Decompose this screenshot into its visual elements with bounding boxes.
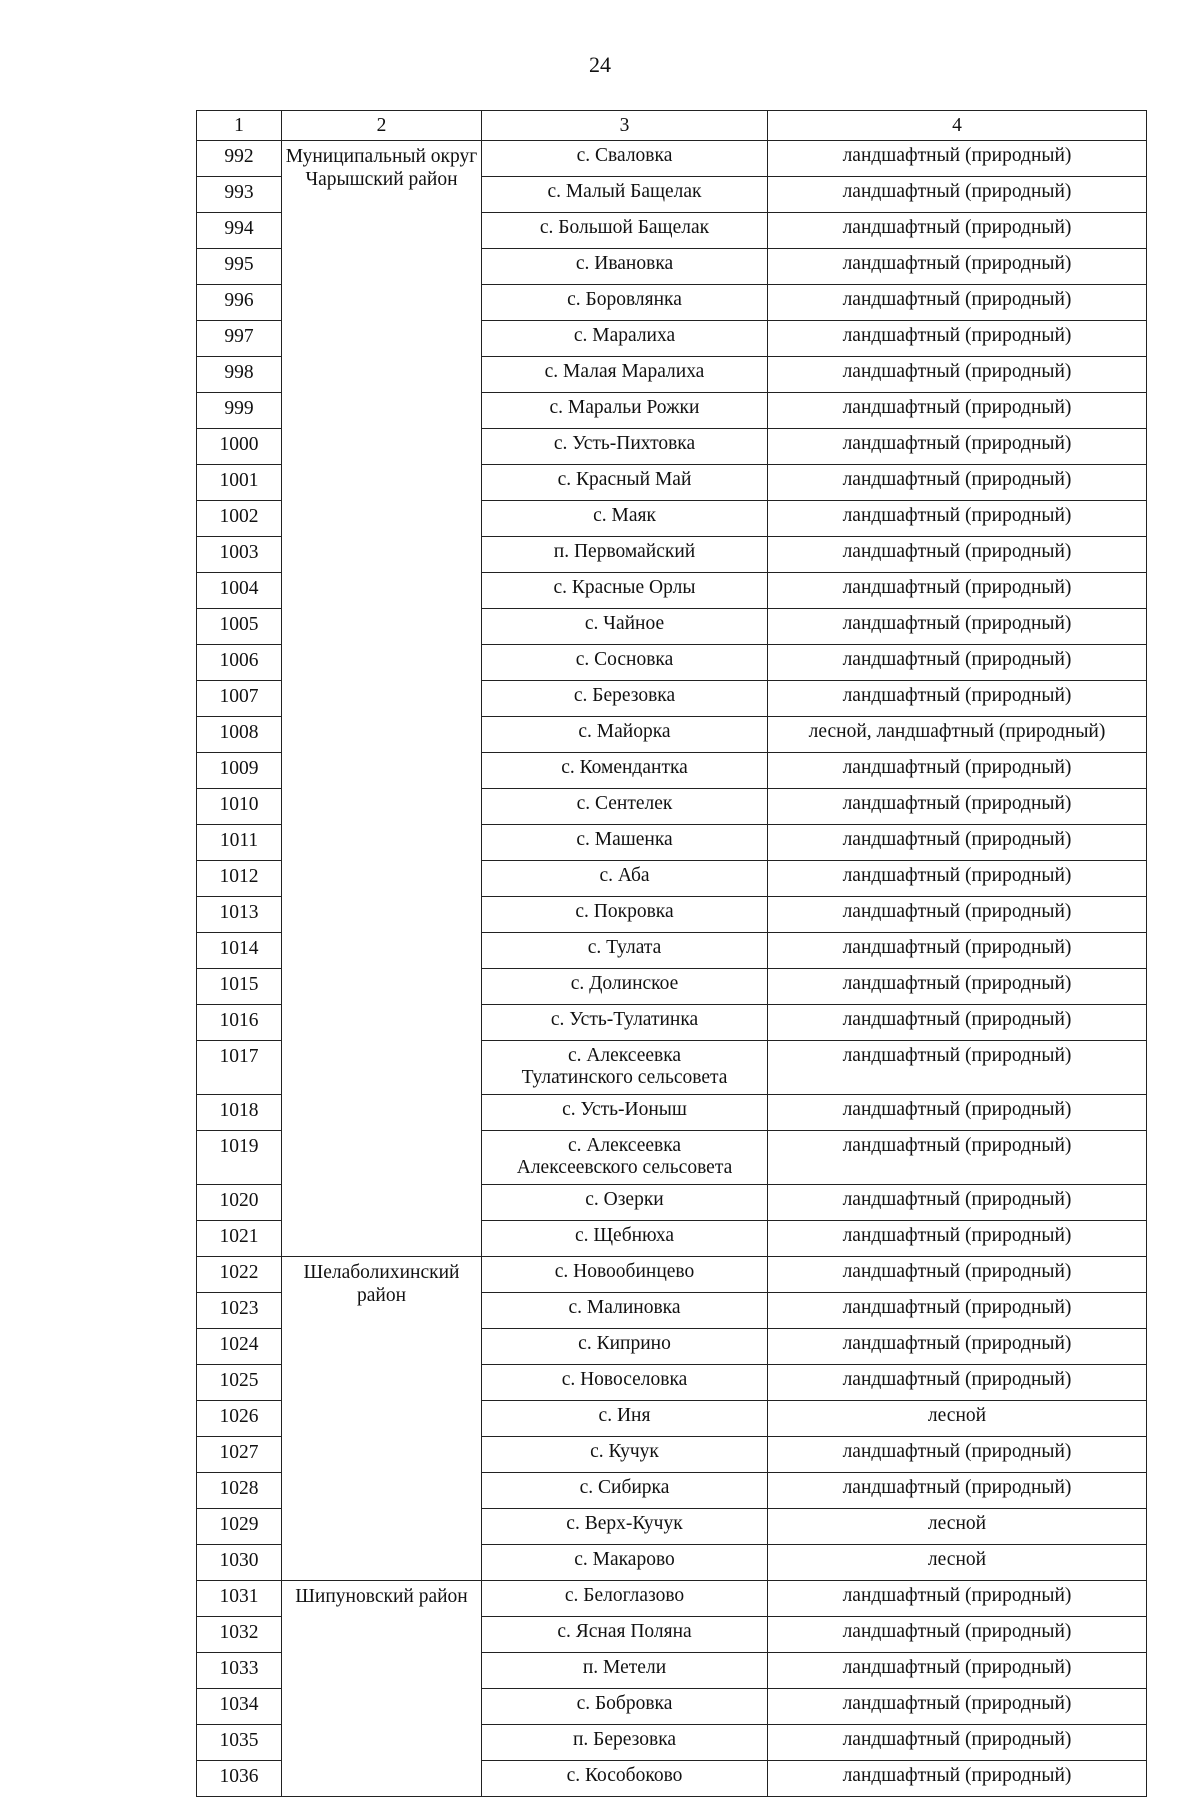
- zone-type-cell: ландшафтный (природный): [768, 897, 1147, 933]
- settlement-cell: с. Красный Май: [482, 465, 768, 501]
- row-number-cell: 1012: [197, 861, 282, 897]
- zone-type-cell: ландшафтный (природный): [768, 1185, 1147, 1221]
- settlement-cell: с. Маральи Рожки: [482, 393, 768, 429]
- zone-type-cell: ландшафтный (природный): [768, 1365, 1147, 1401]
- table-body: [197, 141, 1147, 1797]
- settlement-cell: п. Метели: [482, 1653, 768, 1689]
- row-number-cell: 1018: [197, 1095, 282, 1131]
- settlement-cell: с. Машенка: [482, 825, 768, 861]
- row-number-cell: 1009: [197, 753, 282, 789]
- settlement-cell: с. Ивановка: [482, 249, 768, 285]
- row-number-cell: 999: [197, 393, 282, 429]
- column-header: 3: [482, 111, 768, 141]
- row-number-cell: 1000: [197, 429, 282, 465]
- row-number-cell: 1019: [197, 1131, 282, 1185]
- zone-type-cell: ландшафтный (природный): [768, 537, 1147, 573]
- zone-type-cell: ландшафтный (природный): [768, 645, 1147, 681]
- settlement-cell: с. Верх-Кучук: [482, 1509, 768, 1545]
- row-number-cell: 997: [197, 321, 282, 357]
- zone-type-cell: ландшафтный (природный): [768, 861, 1147, 897]
- zone-type-cell: ландшафтный (природный): [768, 933, 1147, 969]
- settlement-cell: с. Щебнюха: [482, 1221, 768, 1257]
- column-header: 1: [197, 111, 282, 141]
- row-number-cell: 1017: [197, 1041, 282, 1095]
- zone-type-cell: ландшафтный (природный): [768, 1095, 1147, 1131]
- row-number-cell: 1029: [197, 1509, 282, 1545]
- settlement-cell: с. Комендантка: [482, 753, 768, 789]
- settlement-cell: с. Усть-Тулатинка: [482, 1005, 768, 1041]
- settlement-cell: с. Малая Маралиха: [482, 357, 768, 393]
- row-number-cell: 1014: [197, 933, 282, 969]
- settlement-cell: с. Долинское: [482, 969, 768, 1005]
- settlement-cell: с. Новоселовка: [482, 1365, 768, 1401]
- zone-type-cell: ландшафтный (природный): [768, 1329, 1147, 1365]
- zone-type-cell: ландшафтный (природный): [768, 321, 1147, 357]
- row-number-cell: 1023: [197, 1293, 282, 1329]
- zone-type-cell: ландшафтный (природный): [768, 1005, 1147, 1041]
- row-number-cell: 1015: [197, 969, 282, 1005]
- table-row: [197, 1581, 1147, 1617]
- zone-type-cell: лесной: [768, 1401, 1147, 1437]
- zone-type-cell: ландшафтный (природный): [768, 825, 1147, 861]
- row-number-cell: 1005: [197, 609, 282, 645]
- zone-type-cell: ландшафтный (природный): [768, 681, 1147, 717]
- row-number-cell: 1011: [197, 825, 282, 861]
- settlement-cell: с. Боровлянка: [482, 285, 768, 321]
- settlement-cell: с. Маяк: [482, 501, 768, 537]
- row-number-cell: 1004: [197, 573, 282, 609]
- row-number-cell: 998: [197, 357, 282, 393]
- settlement-cell: с. Покровка: [482, 897, 768, 933]
- row-number-cell: 993: [197, 177, 282, 213]
- settlement-cell: с. Макарово: [482, 1545, 768, 1581]
- zone-type-cell: ландшафтный (природный): [768, 465, 1147, 501]
- zone-type-cell: ландшафтный (природный): [768, 357, 1147, 393]
- settlement-cell: с. Белоглазово: [482, 1581, 768, 1617]
- settlement-cell: с. Майорка: [482, 717, 768, 753]
- zone-type-cell: ландшафтный (природный): [768, 1725, 1147, 1761]
- zone-type-cell: ландшафтный (природный): [768, 1437, 1147, 1473]
- row-number-cell: 1010: [197, 789, 282, 825]
- settlement-cell: с. Новообинцево: [482, 1257, 768, 1293]
- row-number-cell: 994: [197, 213, 282, 249]
- settlement-cell: с. Ясная Поляна: [482, 1617, 768, 1653]
- settlement-cell: с. Сентелек: [482, 789, 768, 825]
- settlement-cell: с. Кособоково: [482, 1761, 768, 1797]
- column-header: 2: [282, 111, 482, 141]
- row-number-cell: 1001: [197, 465, 282, 501]
- row-number-cell: 1036: [197, 1761, 282, 1797]
- zone-type-cell: ландшафтный (природный): [768, 249, 1147, 285]
- settlement-cell: с. Бобровка: [482, 1689, 768, 1725]
- row-number-cell: 995: [197, 249, 282, 285]
- row-number-cell: 1016: [197, 1005, 282, 1041]
- zone-type-cell: ландшафтный (природный): [768, 1581, 1147, 1617]
- row-number-cell: 1003: [197, 537, 282, 573]
- settlement-cell: с. Озерки: [482, 1185, 768, 1221]
- row-number-cell: 1008: [197, 717, 282, 753]
- settlement-cell: с. Малиновка: [482, 1293, 768, 1329]
- row-number-cell: 1026: [197, 1401, 282, 1437]
- settlement-cell: с. Сосновка: [482, 645, 768, 681]
- settlement-cell: с. Усть-Пихтовка: [482, 429, 768, 465]
- settlement-cell: с. Алексеевка Тулатинского сельсовета: [482, 1041, 768, 1095]
- settlement-cell: с. Сваловка: [482, 141, 768, 177]
- settlement-cell: с. Малый Бащелак: [482, 177, 768, 213]
- zone-type-cell: ландшафтный (природный): [768, 429, 1147, 465]
- zone-type-cell: лесной: [768, 1509, 1147, 1545]
- zone-type-cell: ландшафтный (природный): [768, 501, 1147, 537]
- settlement-cell: п. Первомайский: [482, 537, 768, 573]
- row-number-cell: 1020: [197, 1185, 282, 1221]
- row-number-cell: 992: [197, 141, 282, 177]
- zone-type-cell: ландшафтный (природный): [768, 141, 1147, 177]
- table-row: [197, 141, 1147, 177]
- settlement-cell: с. Иня: [482, 1401, 768, 1437]
- settlement-cell: с. Кучук: [482, 1437, 768, 1473]
- row-number-cell: 1028: [197, 1473, 282, 1509]
- zone-type-cell: лесной, ландшафтный (природный): [768, 717, 1147, 753]
- zone-type-cell: ландшафтный (природный): [768, 393, 1147, 429]
- district-cell: Шелаболихинский район: [282, 1257, 482, 1581]
- row-number-cell: 996: [197, 285, 282, 321]
- zone-type-cell: ландшафтный (природный): [768, 1761, 1147, 1797]
- settlements-table: [196, 110, 1147, 1797]
- district-cell: Шипуновский район: [282, 1581, 482, 1797]
- row-number-cell: 1031: [197, 1581, 282, 1617]
- zone-type-cell: ландшафтный (природный): [768, 177, 1147, 213]
- table-header-row: [197, 111, 1147, 141]
- settlement-cell: с. Сибирка: [482, 1473, 768, 1509]
- page-number: 24: [589, 52, 611, 77]
- zone-type-cell: ландшафтный (природный): [768, 213, 1147, 249]
- settlement-cell: с. Усть-Ионыш: [482, 1095, 768, 1131]
- row-number-cell: 1025: [197, 1365, 282, 1401]
- row-number-cell: 1007: [197, 681, 282, 717]
- settlement-cell: с. Аба: [482, 861, 768, 897]
- settlement-cell: с. Большой Бащелак: [482, 213, 768, 249]
- zone-type-cell: ландшафтный (природный): [768, 1653, 1147, 1689]
- zone-type-cell: ландшафтный (природный): [768, 573, 1147, 609]
- row-number-cell: 1027: [197, 1437, 282, 1473]
- settlement-cell: с. Алексеевка Алексеевского сельсовета: [482, 1131, 768, 1185]
- settlement-cell: с. Тулата: [482, 933, 768, 969]
- settlement-cell: с. Березовка: [482, 681, 768, 717]
- zone-type-cell: лесной: [768, 1545, 1147, 1581]
- row-number-cell: 1021: [197, 1221, 282, 1257]
- row-number-cell: 1032: [197, 1617, 282, 1653]
- zone-type-cell: ландшафтный (природный): [768, 1689, 1147, 1725]
- row-number-cell: 1035: [197, 1725, 282, 1761]
- settlement-cell: п. Березовка: [482, 1725, 768, 1761]
- zone-type-cell: ландшафтный (природный): [768, 789, 1147, 825]
- row-number-cell: 1006: [197, 645, 282, 681]
- zone-type-cell: ландшафтный (природный): [768, 1131, 1147, 1185]
- zone-type-cell: ландшафтный (природный): [768, 753, 1147, 789]
- settlement-cell: с. Чайное: [482, 609, 768, 645]
- zone-type-cell: ландшафтный (природный): [768, 1293, 1147, 1329]
- column-header: 4: [768, 111, 1147, 141]
- zone-type-cell: ландшафтный (природный): [768, 1257, 1147, 1293]
- table-row: [197, 1257, 1147, 1293]
- settlement-cell: с. Маралиха: [482, 321, 768, 357]
- row-number-cell: 1033: [197, 1653, 282, 1689]
- zone-type-cell: ландшафтный (природный): [768, 1041, 1147, 1095]
- zone-type-cell: ландшафтный (природный): [768, 285, 1147, 321]
- zone-type-cell: ландшафтный (природный): [768, 609, 1147, 645]
- district-cell: Муниципальный округ Чарышский район: [282, 141, 482, 1257]
- row-number-cell: 1013: [197, 897, 282, 933]
- settlement-cell: с. Киприно: [482, 1329, 768, 1365]
- settlement-cell: с. Красные Орлы: [482, 573, 768, 609]
- zone-type-cell: ландшафтный (природный): [768, 1221, 1147, 1257]
- zone-type-cell: ландшафтный (природный): [768, 1617, 1147, 1653]
- row-number-cell: 1034: [197, 1689, 282, 1725]
- row-number-cell: 1022: [197, 1257, 282, 1293]
- row-number-cell: 1030: [197, 1545, 282, 1581]
- row-number-cell: 1024: [197, 1329, 282, 1365]
- zone-type-cell: ландшафтный (природный): [768, 1473, 1147, 1509]
- zone-type-cell: ландшафтный (природный): [768, 969, 1147, 1005]
- row-number-cell: 1002: [197, 501, 282, 537]
